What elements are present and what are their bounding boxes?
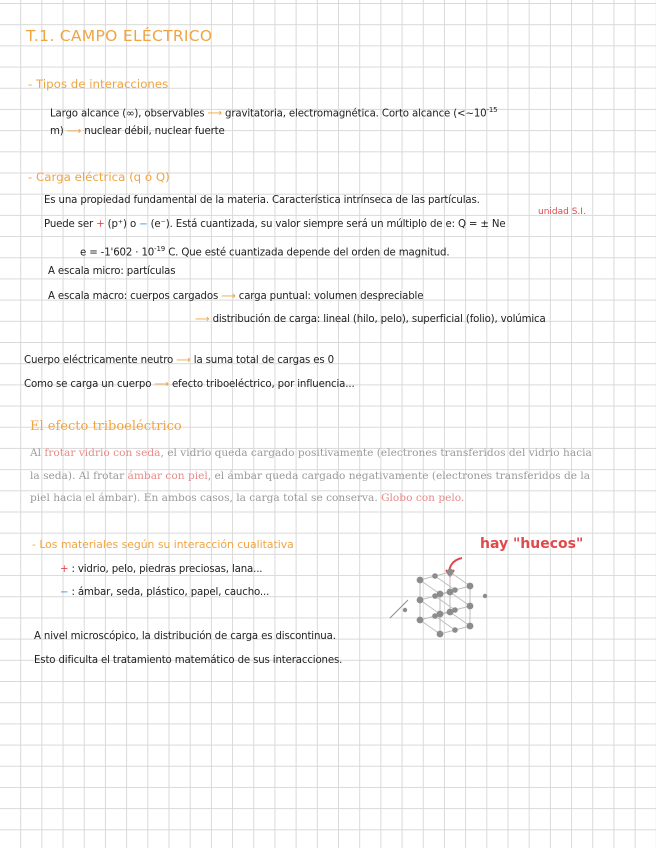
tribo-highlight: ámbar con piel [127, 470, 208, 482]
proton-text: (p⁺) o [107, 219, 137, 230]
section-heading-charge: - Carga eléctrica (q ó Q) [28, 170, 170, 184]
long-range-forces: gravitatoria, electromagnética. Corto alcance (<~10 [225, 108, 487, 120]
tribo-example: Globo con pelo. [381, 492, 465, 504]
tribo-text: , el vidrio queda cargado positivamente (electrones transferidos del vidrio hacia [160, 447, 592, 459]
unit-text: m) [50, 126, 64, 137]
arrow-icon: ⟶ [176, 355, 191, 366]
positive-materials [60, 563, 262, 577]
elementary-charge-line [80, 242, 449, 260]
short-range-forces: nuclear débil, nuclear fuerte [84, 126, 225, 137]
minus-sign: − [139, 219, 148, 230]
magnitude-text: C. Que esté cuantizada depende del orden de magnitud. [165, 247, 450, 259]
neutral-line [24, 354, 334, 368]
minus-sign: − [60, 587, 69, 598]
charge-line-1: Es una propiedad fundamental de la materia. Característica intrínseca de las partículas. [44, 195, 480, 206]
charge-formula: Q = ± Ne [457, 219, 506, 230]
annotation-hay-huecos: hay "huecos" [480, 536, 584, 552]
plus-sign: + [60, 564, 69, 575]
tribo-text: frotar [93, 470, 125, 482]
point-charge-text: carga puntual: volumen despreciable [238, 291, 424, 302]
page-title: T.1. CAMPO ELÉCTRICO [26, 27, 213, 45]
interactions-line-2 [50, 125, 225, 139]
tribo-text: piel hacia el ámbar). En ambos casos, la carga total se conserva. [30, 492, 378, 504]
arrow-icon: ⟶ [154, 379, 169, 390]
negative-list: : ámbar, seda, plástico, papel, caucho... [71, 587, 270, 598]
negative-materials [60, 586, 269, 600]
tribo-text: Al [30, 447, 42, 459]
exponent: -19 [154, 245, 166, 253]
arrow-icon: ⟶ [221, 291, 236, 302]
arrow-icon: ⟶ [207, 108, 222, 120]
lattice-bonds [420, 572, 470, 634]
section-heading-interactions: - Tipos de interacciones [28, 77, 169, 91]
charging-line [24, 378, 355, 392]
tribo-line-1 [30, 446, 592, 460]
section-heading-tribo: El efecto triboeléctrico [30, 419, 182, 434]
crystal-lattice-icon [380, 540, 500, 640]
long-range-text: Largo alcance (∞), observables [50, 108, 205, 120]
neutral-def: la suma total de cargas es 0 [193, 355, 334, 366]
quantized-text: (e⁻). Está cuantizada, su valor siempre será un múltiplo de e: [150, 219, 455, 230]
positive-list: : vidrio, pelo, piedras preciosas, lana... [71, 564, 263, 575]
exponent: -15 [486, 106, 498, 114]
arrow-icon: ⟶ [66, 126, 82, 137]
interactions-line-1 [50, 103, 497, 121]
charge-line-2 [44, 218, 505, 232]
tribo-line-3 [30, 491, 464, 505]
distribution-text: distribución de carga: lineal (hilo, pelo), superficial (folio), volúmica [212, 314, 546, 325]
section-heading-materials: - Los materiales según su interacción cualitativa [32, 538, 294, 551]
macro-scale-text: A escala macro: cuerpos cargados [48, 291, 219, 302]
tribo-text: , el ámbar queda cargado negativamente (electrones transferidos de la [207, 470, 591, 482]
arrow-icon: ⟶ [195, 314, 210, 325]
tribo-highlight: frotar vidrio con seda [44, 447, 161, 459]
macro-scale-line [48, 290, 423, 304]
tribo-text: la seda). Al [30, 470, 90, 482]
distribution-line [195, 313, 546, 327]
elementary-charge-value: e = -1'602 · 10 [80, 247, 155, 259]
plus-sign: + [96, 219, 105, 230]
neutral-text: Cuerpo eléctricamente neutro [24, 355, 174, 366]
micro-note-line-1: A nivel microscópico, la distribución de carga es discontinua. [34, 631, 336, 642]
charging-text: Como se carga un cuerpo [24, 379, 152, 390]
charging-methods: efecto triboeléctrico, por influencia... [171, 379, 355, 390]
charge-sign-intro: Puede ser [44, 219, 94, 230]
tribo-line-2 [30, 469, 590, 483]
micro-note-line-2: Esto dificulta el tratamiento matemático de sus interacciones. [34, 655, 343, 666]
unit-note: unidad S.I. [538, 207, 586, 217]
micro-scale: A escala micro: partículas [48, 266, 176, 277]
